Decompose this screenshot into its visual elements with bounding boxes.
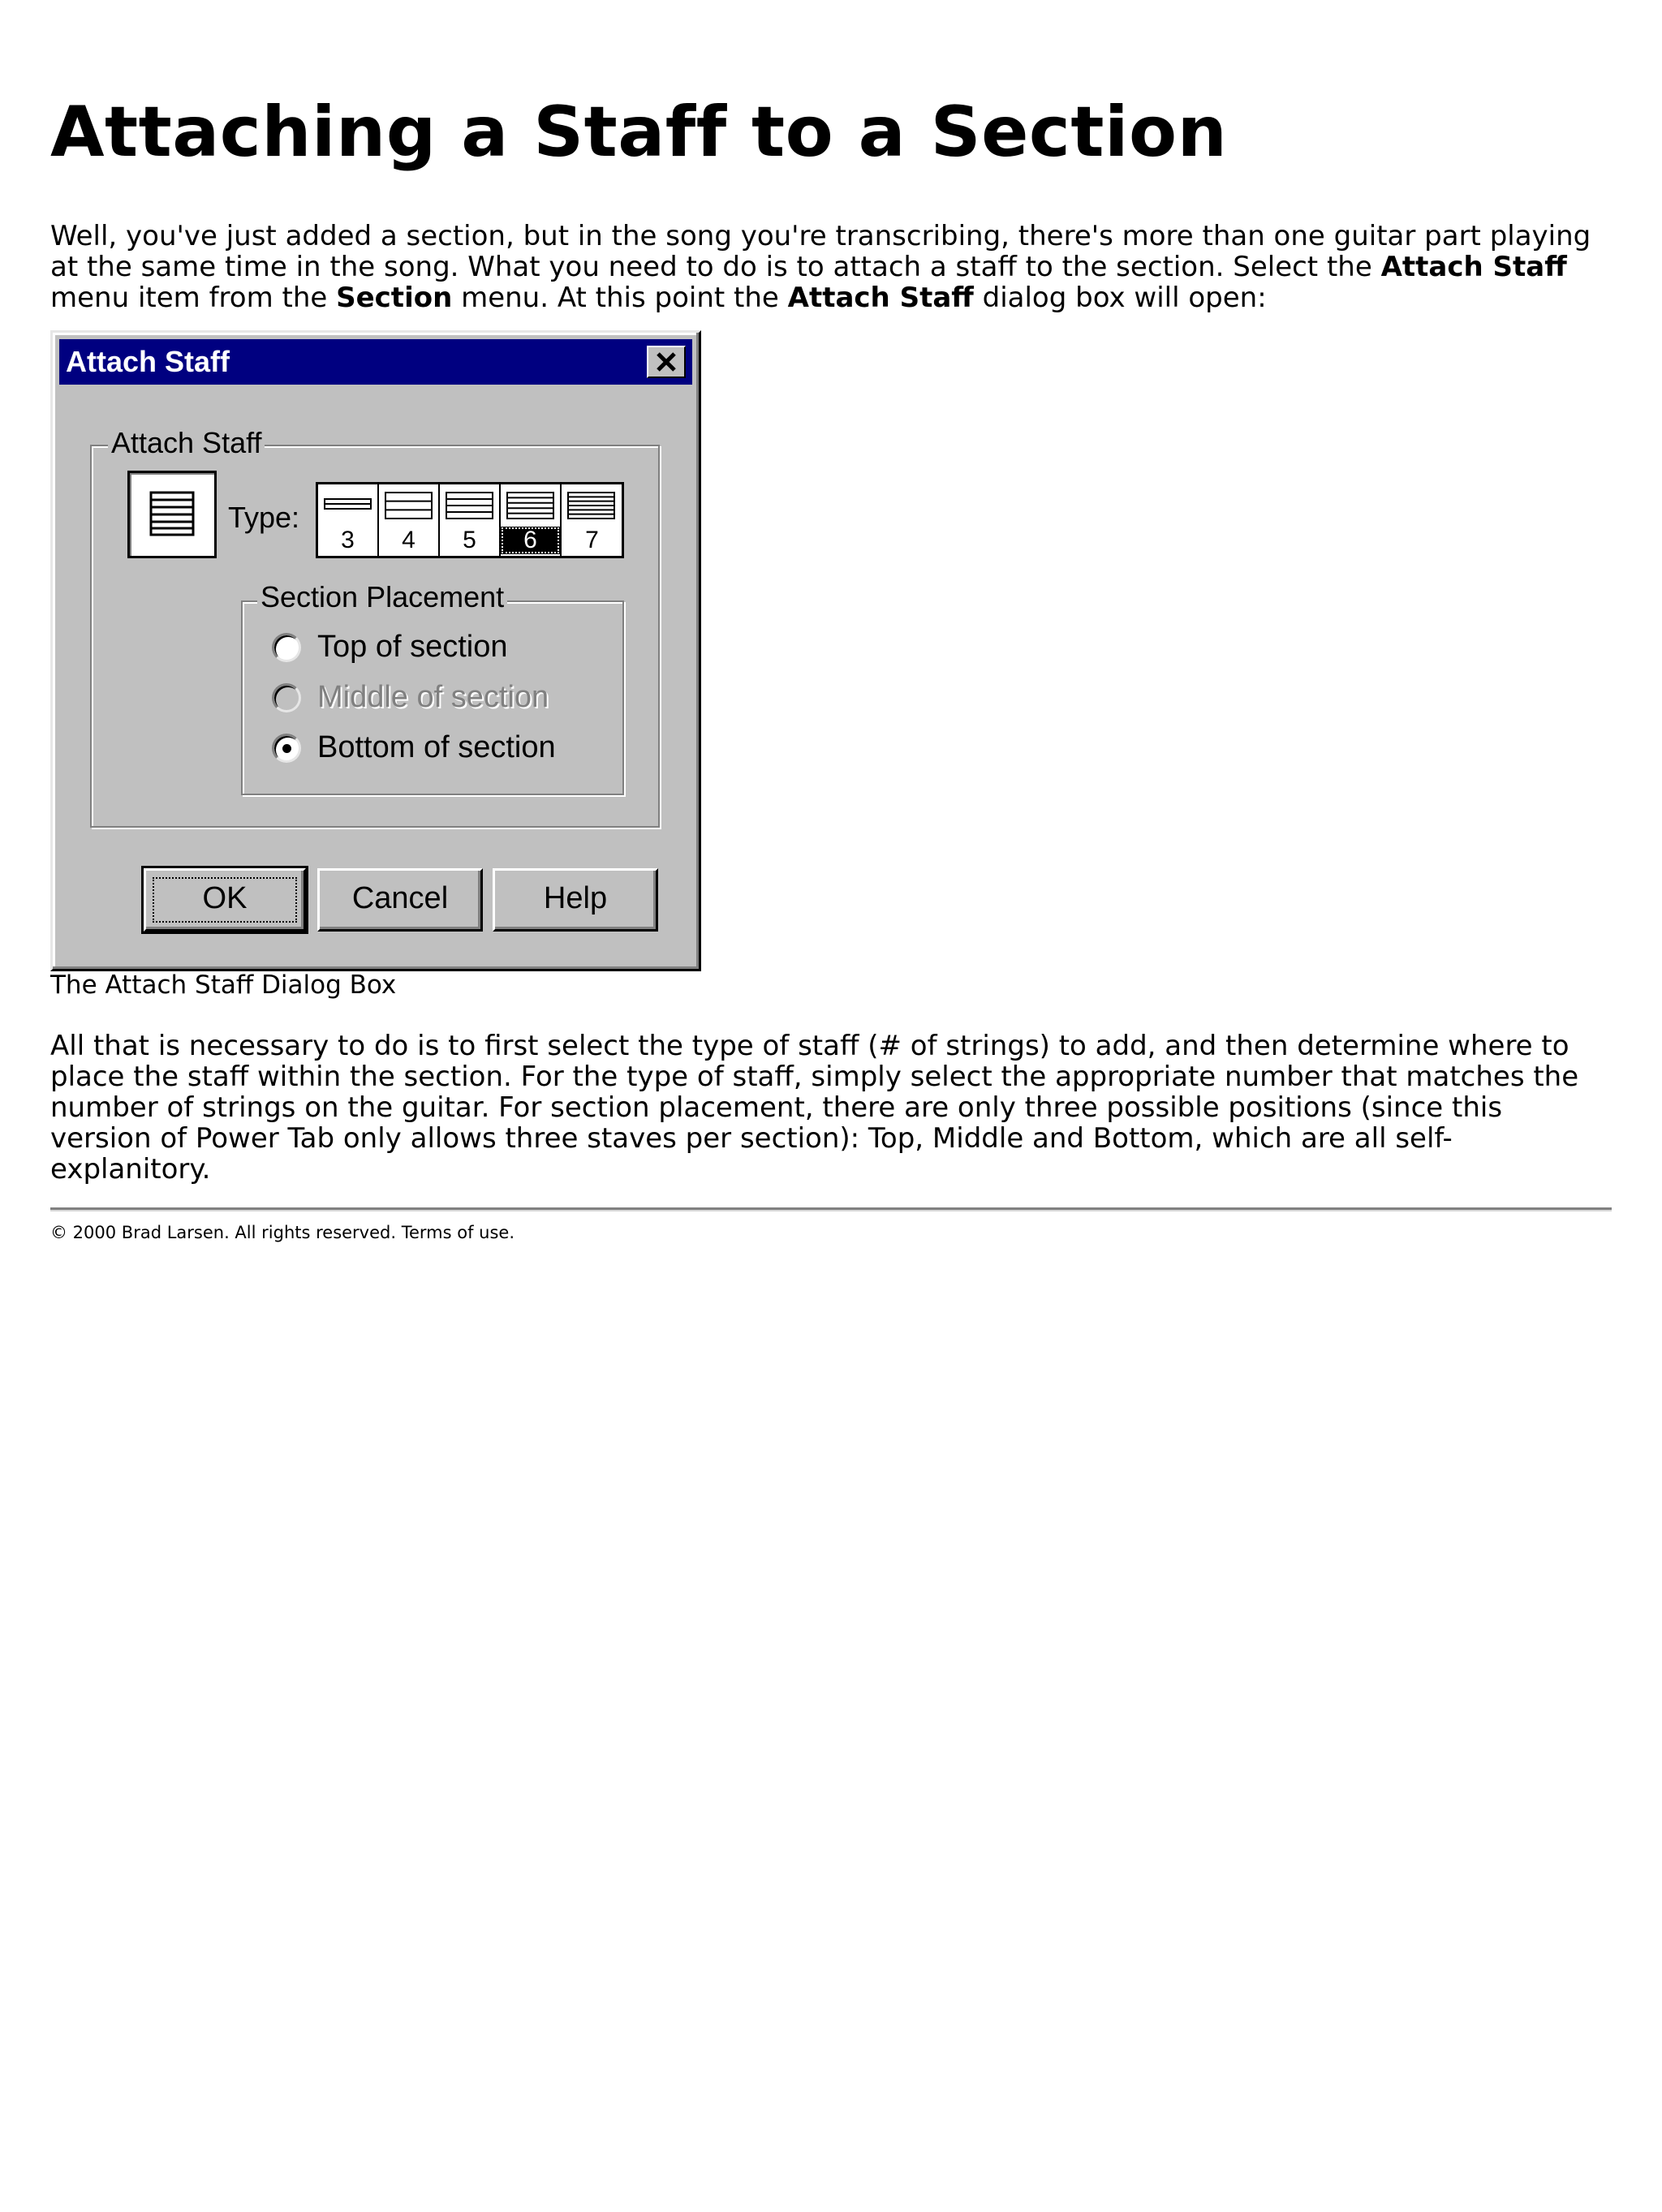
staff-type-3[interactable] [318,484,379,556]
ok-button-label: OK [202,881,248,915]
intro-bold-attach-staff-2: Attach Staff [787,282,974,314]
type-label: Type: [228,501,300,534]
staff-type-number: 7 [585,527,599,553]
footer-divider [50,1207,1612,1211]
attach-staff-dialog [50,330,701,971]
radio-label-bottom[interactable]: Bottom of section [317,730,556,764]
staff-type-5[interactable] [440,484,501,556]
body-paragraph: All that is necessary to do is to first select the type of staff (# of strings) to add, and then determine where to place the staff within the section. For the type of staff, simply select the appropriate number that matches the number of strings on the guitar. For section placement, there are only three possible positions (since this version of Power Tab only allows three staves per section): Top, Middle and Bottom, which are all self-explanitory. [50,1030,1579,1186]
radio-selected-dot [282,744,291,753]
staff-lines-icon [379,484,438,525]
staff-lines-icon [562,484,621,525]
staff-type-number: 3 [341,527,355,553]
help-button[interactable] [493,868,658,932]
intro-text-4: dialog box will open: [973,282,1267,314]
staff-type-6[interactable] [501,484,562,556]
copyright-footer: © 2000 Brad Larsen. All rights reserved. Terms of use. [50,1223,515,1242]
radio-top-of-section[interactable] [272,633,301,662]
staff-type-7[interactable] [562,484,622,556]
intro-bold-section: Section [336,282,453,314]
ok-button[interactable] [144,868,306,932]
section-placement-label: Section Placement [257,581,507,613]
staff-type-number: 6 [501,527,560,554]
staff-preview [127,471,217,558]
cancel-button-label: Cancel [351,881,449,915]
dialog-title: Attach Staff [66,345,230,378]
close-button[interactable] [647,346,686,378]
figure-caption: The Attach Staff Dialog Box [50,970,397,1000]
radio-label-top[interactable]: Top of section [317,630,508,664]
intro-paragraph [50,221,1612,313]
staff-lines-icon [501,484,560,525]
intro-bold-attach-staff: Attach Staff [1380,251,1567,283]
staff-type-number: 5 [463,527,476,553]
staff-type-number: 4 [402,527,416,553]
help-button-label: Help [543,881,608,915]
dialog-titlebar[interactable] [59,339,692,385]
page-title: Attaching a Staff to a Section [50,92,1228,173]
radio-bottom-of-section[interactable] [272,734,301,763]
staff-type-selector [316,482,624,558]
cancel-button[interactable] [317,868,483,932]
radio-label-middle: Middle of section [317,680,549,714]
intro-text-3: menu. At this point the [452,282,788,314]
intro-text-2: menu item from the [50,282,337,314]
close-icon [648,347,684,377]
staff-lines-icon [440,484,499,525]
staff-lines-icon [318,484,377,525]
intro-text-1: Well, you've just added a section, but in the song you're transcribing, there's more than one guitar part playing at the same time in the song. What you need to do is to attach a staff to the section. Select the [50,220,1591,283]
staff-type-4[interactable] [379,484,440,556]
radio-middle-of-section [272,683,301,712]
staff-preview-icon [130,473,214,556]
attach-staff-group-label: Attach Staff [108,427,265,459]
